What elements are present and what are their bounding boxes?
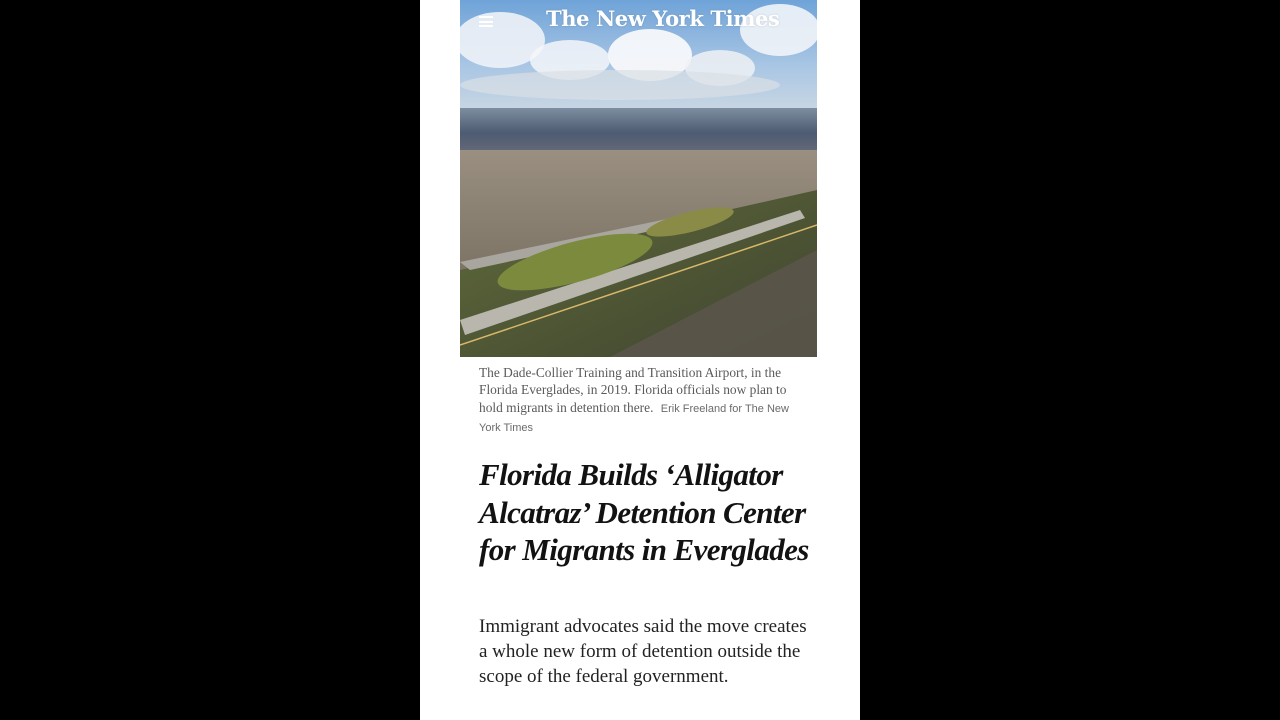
photo-airport-everglades <box>460 0 817 357</box>
lead-photo <box>460 0 817 357</box>
caption-text: The Dade-Collier Training and Transition Airport, in the Florida Everglades, in 2019. Florida officials now plan to hold migrants in detention there. <box>479 365 787 415</box>
nyt-logo[interactable]: The New York Times <box>546 6 780 31</box>
photo-caption <box>479 364 799 438</box>
article-page <box>420 0 860 720</box>
article-headline: Florida Builds ‘Alligator Alcatraz’ Detention Center for Migrants in Everglades <box>479 457 809 567</box>
top-bar <box>460 0 817 44</box>
hamburger-menu-icon[interactable] <box>479 16 493 28</box>
photo-credit: Erik Freeland for The New York Times <box>479 402 789 435</box>
article-summary: Immigrant advocates said the move creates a whole new form of detention outside the scope of the federal government. <box>479 616 807 687</box>
